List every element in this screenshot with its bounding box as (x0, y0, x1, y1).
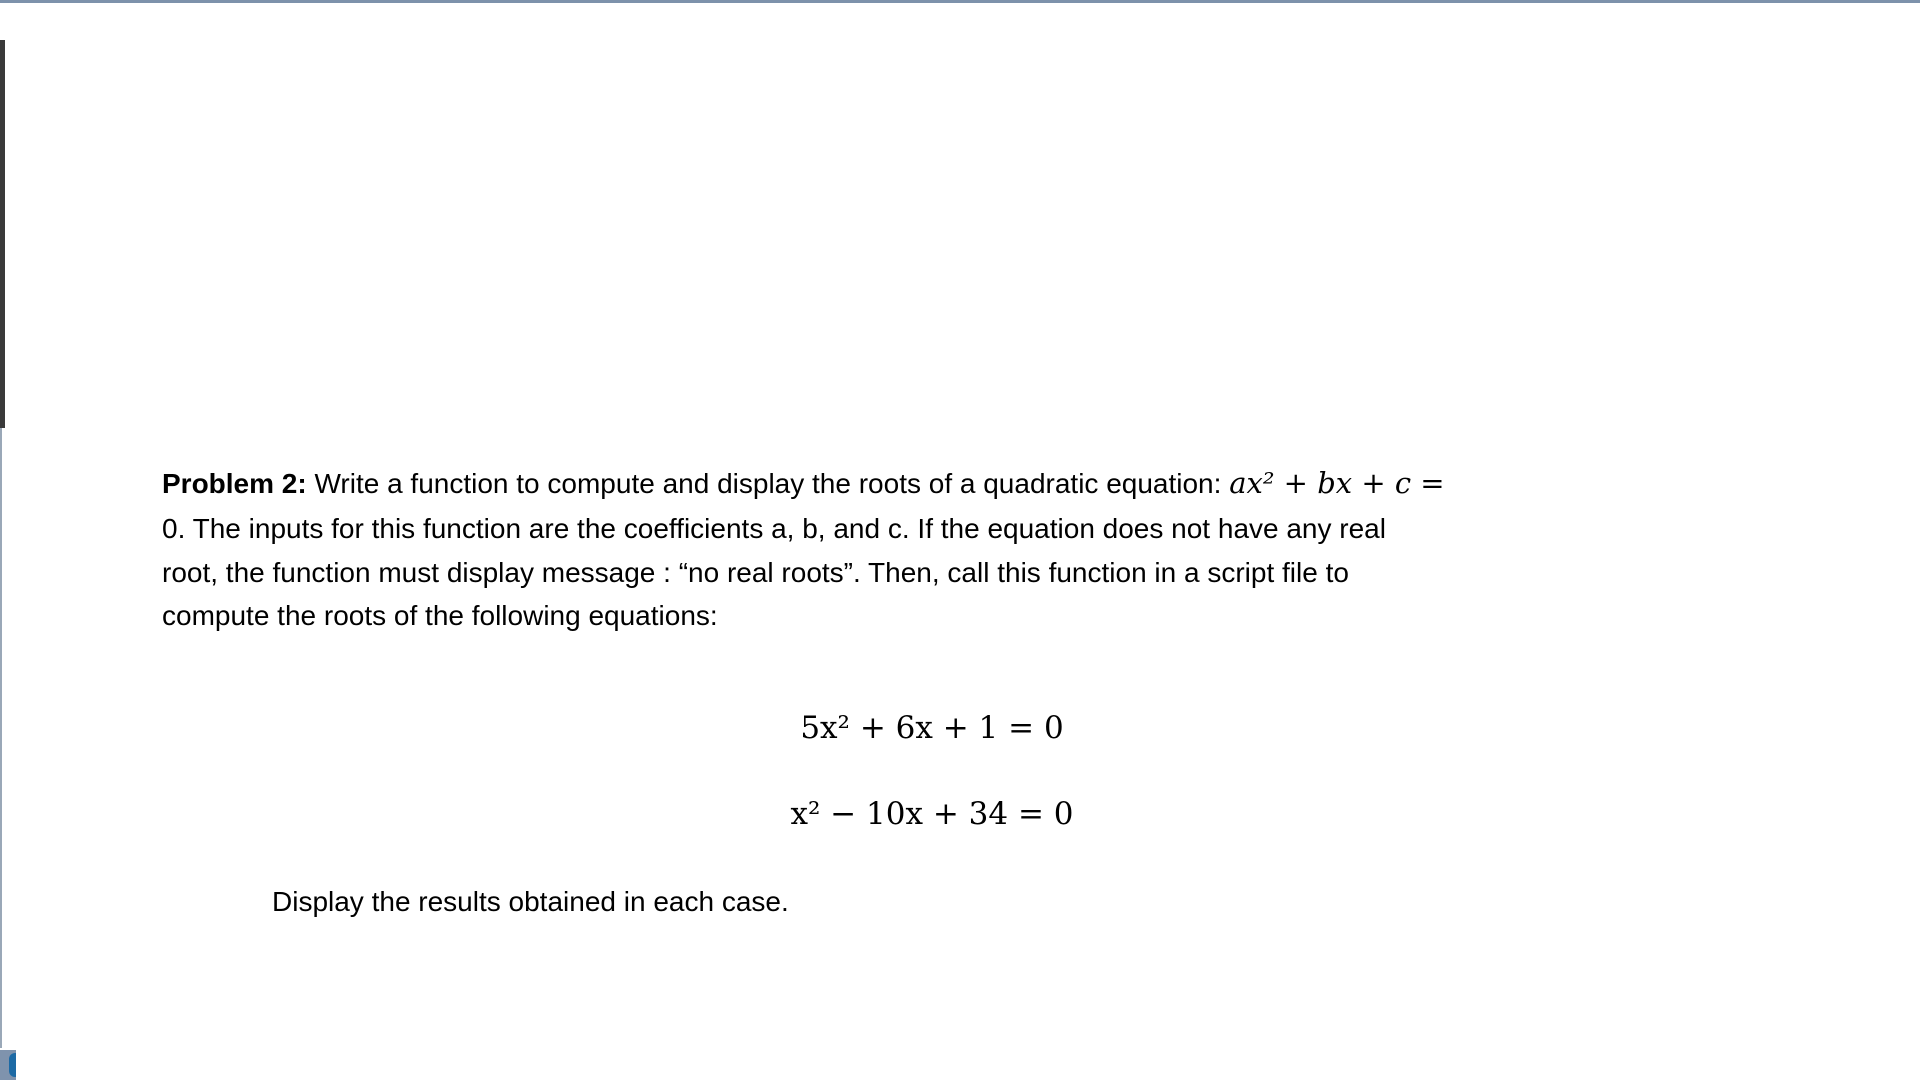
quadratic-general-form: ax² + bx + c = (1229, 466, 1445, 500)
equation-2: x² − 10x + 34 = 0 (790, 796, 1074, 832)
closing-instruction: Display the results obtained in each case. (272, 886, 789, 917)
problem-line-2: 0. The inputs for this function are the coefficients a, b, and c. If the equation does not have any real (162, 513, 1386, 544)
taskbar-corner-icon (0, 1050, 16, 1080)
equation-1: 5x² + 6x + 1 = 0 (800, 710, 1064, 746)
problem-line-4: compute the roots of the following equations: (162, 600, 718, 631)
problem-line-1 (162, 466, 1445, 501)
left-edge-bar (0, 40, 5, 428)
problem-label: Problem 2: (162, 468, 307, 499)
problem-text-1: Write a function to compute and display the roots of a quadratic equation: (306, 468, 1230, 499)
problem-line-3: root, the function must display message : “no real roots”. Then, call this function in a script file to (162, 557, 1349, 588)
window-top-border (0, 0, 1920, 3)
